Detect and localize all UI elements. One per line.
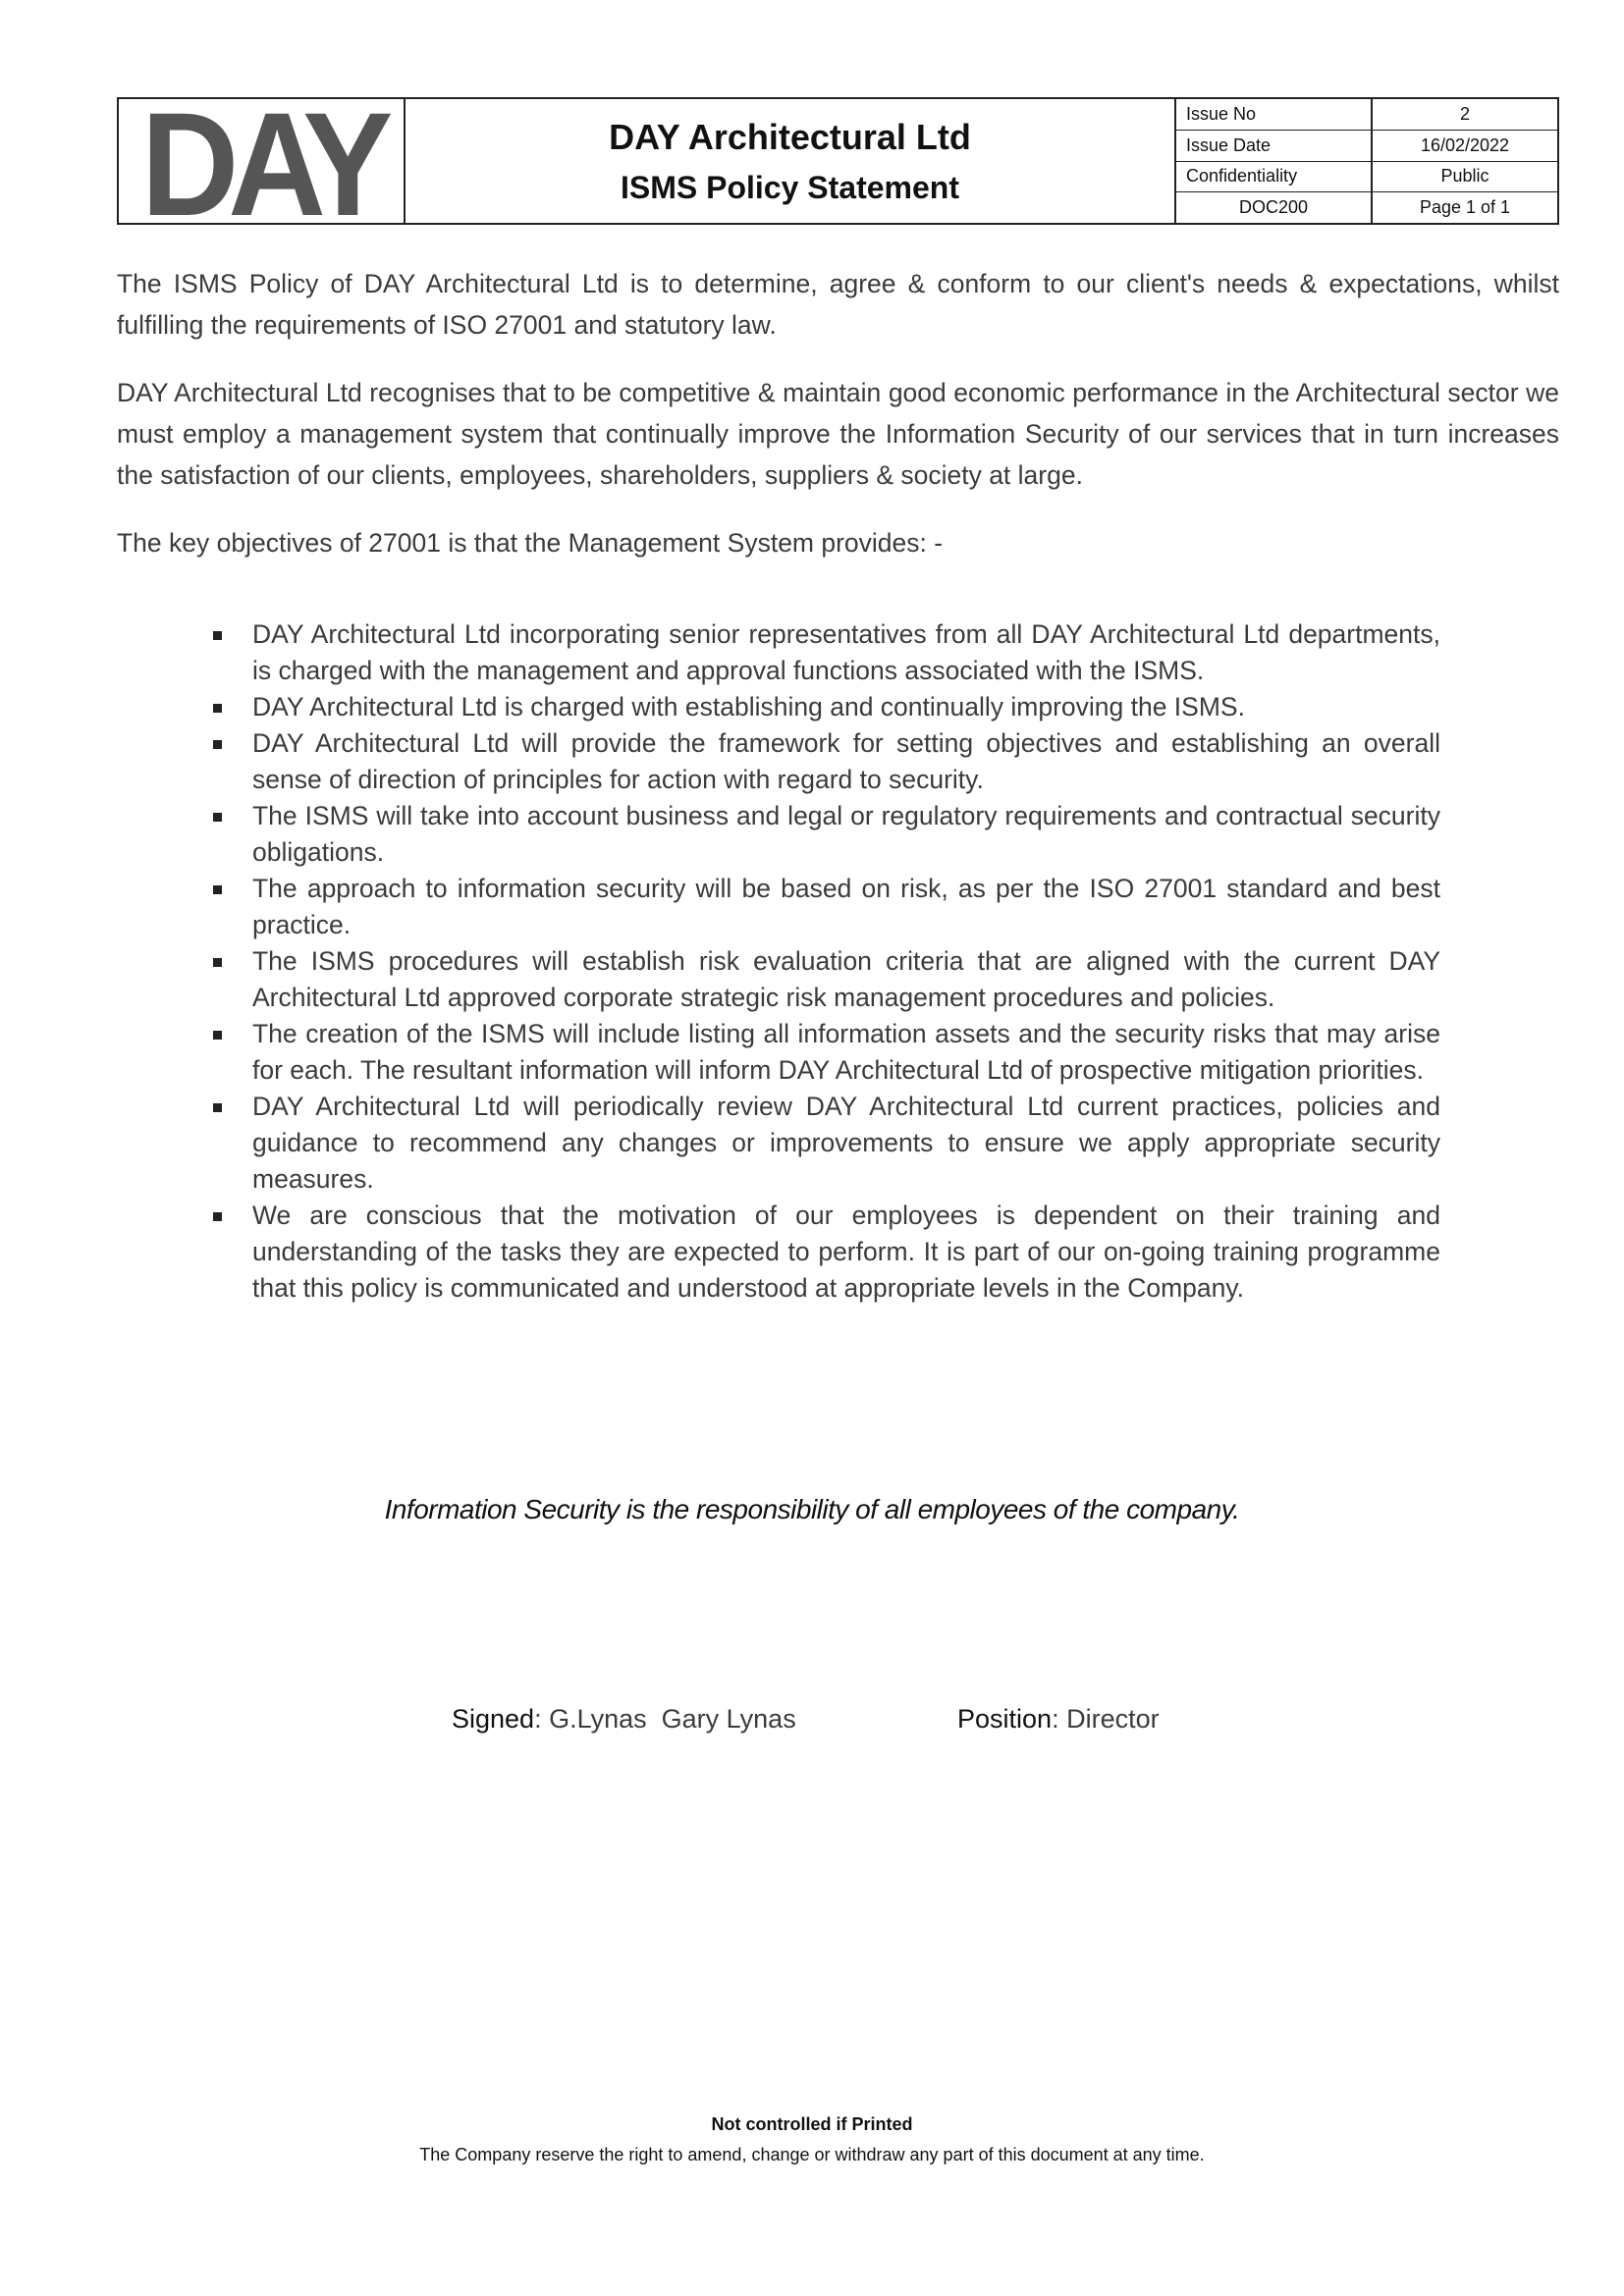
meta-value: 2 (1372, 99, 1557, 131)
meta-label: Issue Date (1176, 131, 1372, 162)
bullet-icon (213, 1103, 222, 1112)
document-body (117, 263, 1559, 1303)
list-item (252, 943, 1440, 1016)
footer-disclaimer: The Company reserve the right to amend, change or withdraw any part of this document at any time. (419, 2145, 1205, 2164)
bullet-icon (213, 740, 222, 749)
meta-row-issue-no (1176, 99, 1557, 131)
list-item-text: The approach to information security will be based on risk, as per the ISO 27001 standard and best practice. (252, 874, 1440, 939)
list-item-text: The ISMS procedures will establish risk evaluation criteria that are aligned with the current DAY Architectural Ltd approved corporate strategic risk management procedures and policies. (252, 946, 1440, 1012)
list-item (252, 1198, 1440, 1307)
position-block: Position: Director (957, 1704, 1160, 1734)
signed-value: G.Lynas Gary Lynas (549, 1704, 796, 1734)
list-item (252, 871, 1440, 943)
responsibility-statement: Information Security is the responsibility of all employees of the company. (384, 1494, 1240, 1524)
bullet-icon (213, 704, 222, 713)
meta-table (1176, 99, 1557, 223)
list-item-text: The creation of the ISMS will include listing all information assets and the security risks that may arise for each. The resultant information will inform DAY Architectural Ltd of prospective mitigation priorities. (252, 1019, 1440, 1085)
logo-cell (119, 81, 406, 246)
meta-value: 16/02/2022 (1372, 131, 1557, 162)
document-meta (1176, 99, 1557, 223)
list-item-text: The ISMS will take into account business and legal or regulatory requirements and contractual security obligations. (252, 801, 1440, 867)
meta-row-doc (1176, 192, 1557, 224)
list-item (252, 689, 1440, 725)
list-item-text: DAY Architectural Ltd incorporating senior representatives from all DAY Architectural Ltd departments, is charged with the management and approval functions associated with the ISMS. (252, 619, 1440, 685)
document-title: ISMS Policy Statement (621, 169, 959, 205)
bullet-icon (213, 885, 222, 894)
signed-block: Signed: G.Lynas Gary Lynas (452, 1704, 796, 1734)
objectives-intro: The key objectives of 27001 is that the Management System provides: - (117, 528, 944, 558)
bullet-icon (213, 813, 222, 822)
meta-value: Page 1 of 1 (1419, 197, 1511, 217)
list-item (252, 798, 1440, 871)
list-item (252, 616, 1440, 689)
company-logo: DAY (140, 81, 382, 246)
bullet-icon (213, 1212, 222, 1221)
document-footer (0, 2114, 1624, 2165)
list-item (252, 1016, 1440, 1089)
meta-label: Issue No (1176, 99, 1372, 131)
meta-label: DOC200 (1176, 192, 1372, 224)
position-value: Director (1066, 1704, 1160, 1734)
list-item-text: DAY Architectural Ltd will provide the framework for setting objectives and establishing an overall sense of direction of principles for action with regard to security. (252, 728, 1440, 794)
list-item-text: DAY Architectural Ltd will periodically review DAY Architectural Ltd current practices, policies and guidance to recommend any changes or improvements to ensure we apply appropriate security measures. (252, 1092, 1440, 1194)
list-item (252, 1089, 1440, 1198)
meta-row-confidentiality (1176, 161, 1557, 192)
objectives-list (252, 616, 1440, 1307)
position-label: Position (957, 1704, 1053, 1734)
bullet-icon (213, 631, 222, 640)
document-header (117, 81, 1559, 246)
signed-label: Signed (452, 1704, 535, 1734)
policy-paragraph: The ISMS Policy of DAY Architectural Ltd is to determine, agree & conform to our client's needs & expectations, whilst fulfilling the requirements of ISO 27001 and statutory law. (117, 269, 1559, 340)
meta-row-issue-date (1176, 131, 1557, 162)
policy-paragraph: DAY Architectural Ltd recognises that to be competitive & maintain good economic performance in the Architectural sector we must employ a management system that continually improve the Information Security of our services that in turn increases the satisfaction of our clients, employees, shareholders, suppliers & society at large. (117, 378, 1559, 490)
company-title: DAY Architectural Ltd (609, 116, 971, 157)
list-item-text: We are conscious that the motivation of our employees is dependent on their training and understanding of the tasks they are expected to perform. It is part of our on-going training programme that this policy is communicated and understood at appropriate levels in the Company. (252, 1201, 1440, 1303)
meta-value: Public (1372, 161, 1557, 192)
meta-label: Confidentiality (1176, 161, 1372, 192)
list-item (252, 725, 1440, 798)
bullet-icon (213, 1031, 222, 1040)
bullet-icon (213, 958, 222, 967)
footer-control-note: Not controlled if Printed (711, 2114, 913, 2134)
list-item-text: DAY Architectural Ltd is charged with establishing and continually improving the ISMS. (252, 692, 1245, 721)
title-cell (406, 99, 1176, 223)
